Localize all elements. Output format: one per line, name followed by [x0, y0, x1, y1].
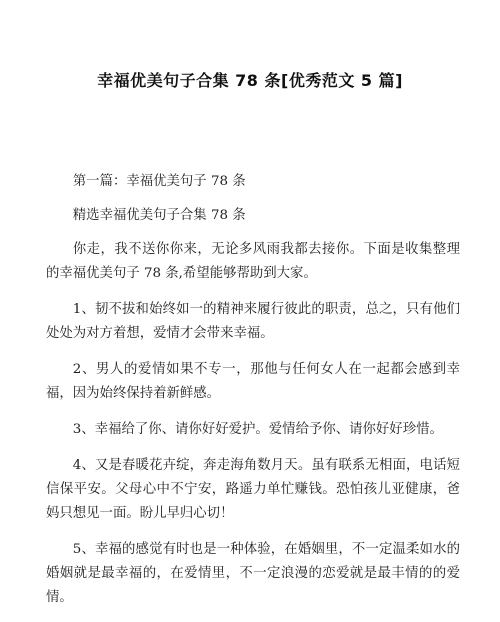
intro-paragraph: 你走，我不送你你来，无论多风雨我都去接你。下面是收集整理的幸福优美句子 78 条,希望能够帮助到大家。 [46, 242, 460, 281]
section-heading: 第一篇：幸福优美句子 78 条 [72, 174, 246, 189]
list-item: 2、男人的爱情如果不专一，那他与任何女人在一起都会感到幸福，因为始终保持着新鲜感。 [46, 362, 460, 401]
list-item: 1、韧不拔和始终如一的精神来履行彼此的职责，总之，只有他们处处为对方着想，爱情才会带来幸福。 [46, 302, 460, 341]
list-item: 3、幸福给了你、请你好好爱护。爱情给予你、请你好好珍惜。 [72, 422, 443, 437]
section-subheading: 精选幸福优美句子合集 78 条 [72, 208, 246, 223]
list-item: 5、幸福的感觉有时也是一种体验，在婚姻里，不一定温柔如水的婚姻就是最幸福的，在爱情里，不一定浪漫的恋爱就是最丰情的的爱情。 [46, 542, 460, 605]
list-item: 4、又是春暖花卉绽，奔走海角数月天。虽有联系无相面，电话短信保平安。父母心中不宁安，路遥力单忙赚钱。恐怕孩儿亚健康，爸妈只想见一面。盼儿早归心切！ [46, 458, 460, 521]
document-body [46, 170, 460, 622]
document-title: 幸福优美句子合集 78 条[优秀范文 5 篇] [97, 71, 403, 90]
